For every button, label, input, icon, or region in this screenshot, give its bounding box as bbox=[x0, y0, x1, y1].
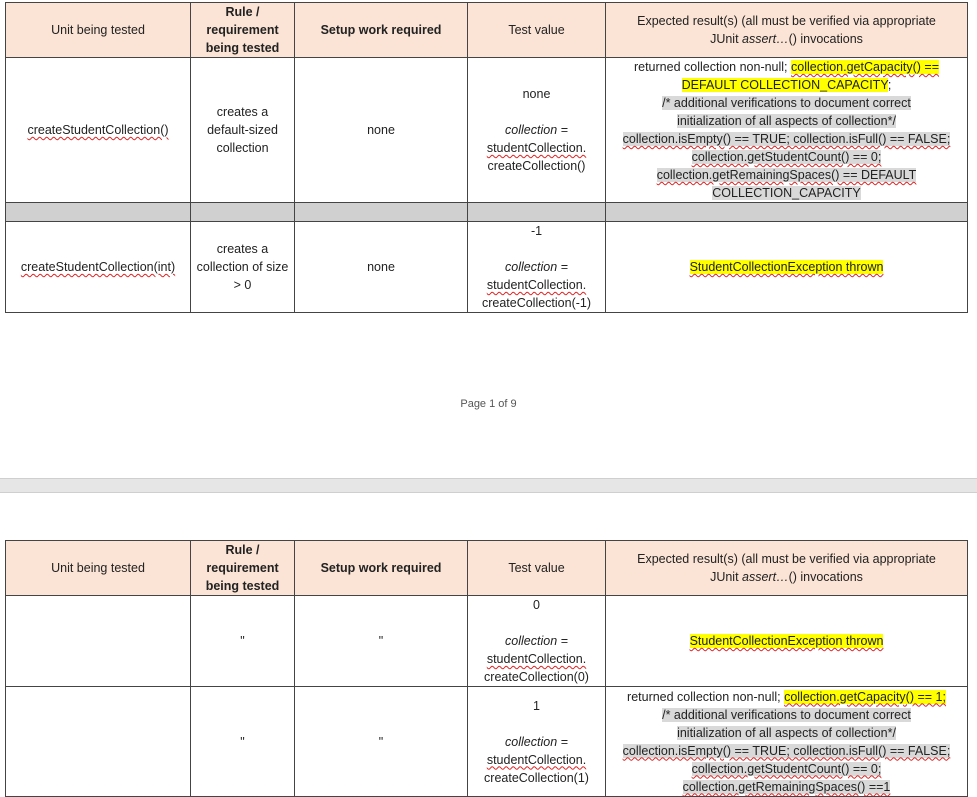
page-break-gap bbox=[0, 478, 977, 493]
header-expected: Expected result(s) (all must be verified via appropriate JUnit assert…() invocations bbox=[606, 541, 968, 596]
header-test-value: Test value bbox=[468, 3, 606, 58]
table-row bbox=[6, 687, 968, 797]
cell-rule: creates a collection of size > 0 bbox=[191, 222, 295, 313]
cell-expected: returned collection non-null; collection.getCapacity() == 1; /* additional verifications to document correct initialization of all aspects of collection*/ collection.isEmpty() == TRUE; collection.isFull() == FALSE; collection.getStudentCount() == 0; collection.getRemainingSpaces() ==1 bbox=[606, 687, 968, 797]
cell-unit: createStudentCollection() bbox=[6, 58, 191, 203]
cell-unit bbox=[6, 596, 191, 687]
cell-setup: none bbox=[295, 58, 468, 203]
cell-expected: StudentCollectionException thrown bbox=[606, 222, 968, 313]
cell-expected: returned collection non-null; collection.getCapacity() == DEFAULT COLLECTION_CAPACITY; /* additional verifications to document correct initialization of all aspects of collection*/ collection.isEmpty() == TRUE; collection.isFull() == FALSE; collection.getStudentCount() == 0; collection.getRemainingSpaces() == DEFAULT COLLECTION_CAPACITY bbox=[606, 58, 968, 203]
separator-row bbox=[6, 203, 968, 222]
cell-unit: createStudentCollection(int) bbox=[6, 222, 191, 313]
header-unit: Unit being tested bbox=[6, 3, 191, 58]
cell-setup: " bbox=[295, 596, 468, 687]
table-header-row bbox=[6, 3, 968, 58]
header-test-value: Test value bbox=[468, 541, 606, 596]
cell-expected: StudentCollectionException thrown bbox=[606, 596, 968, 687]
header-setup: Setup work required bbox=[295, 541, 468, 596]
cell-test-value: 0 collection = studentCollection. createCollection(0) bbox=[468, 596, 606, 687]
cell-test-value: 1 collection = studentCollection. createCollection(1) bbox=[468, 687, 606, 797]
cell-unit bbox=[6, 687, 191, 797]
table-row bbox=[6, 58, 968, 203]
header-unit: Unit being tested bbox=[6, 541, 191, 596]
table-row bbox=[6, 596, 968, 687]
cell-rule: " bbox=[191, 596, 295, 687]
test-plan-table-page-1 bbox=[5, 2, 968, 313]
header-rule: Rule / requirement being tested bbox=[191, 3, 295, 58]
cell-setup: " bbox=[295, 687, 468, 797]
header-rule: Rule / requirement being tested bbox=[191, 541, 295, 596]
cell-setup: none bbox=[295, 222, 468, 313]
cell-rule: " bbox=[191, 687, 295, 797]
header-setup: Setup work required bbox=[295, 3, 468, 58]
header-expected: Expected result(s) (all must be verified via appropriate JUnit assert…() invocations bbox=[606, 3, 968, 58]
cell-test-value: -1 collection = studentCollection. createCollection(-1) bbox=[468, 222, 606, 313]
table-header-row bbox=[6, 541, 968, 596]
table-row bbox=[6, 222, 968, 313]
page-number: Page 1 of 9 bbox=[460, 398, 517, 410]
test-plan-table-page-2 bbox=[5, 540, 968, 797]
document-page-2 bbox=[0, 493, 977, 793]
cell-rule: creates a default-sized collection bbox=[191, 58, 295, 203]
cell-test-value: none collection = studentCollection. createCollection() bbox=[468, 58, 606, 203]
